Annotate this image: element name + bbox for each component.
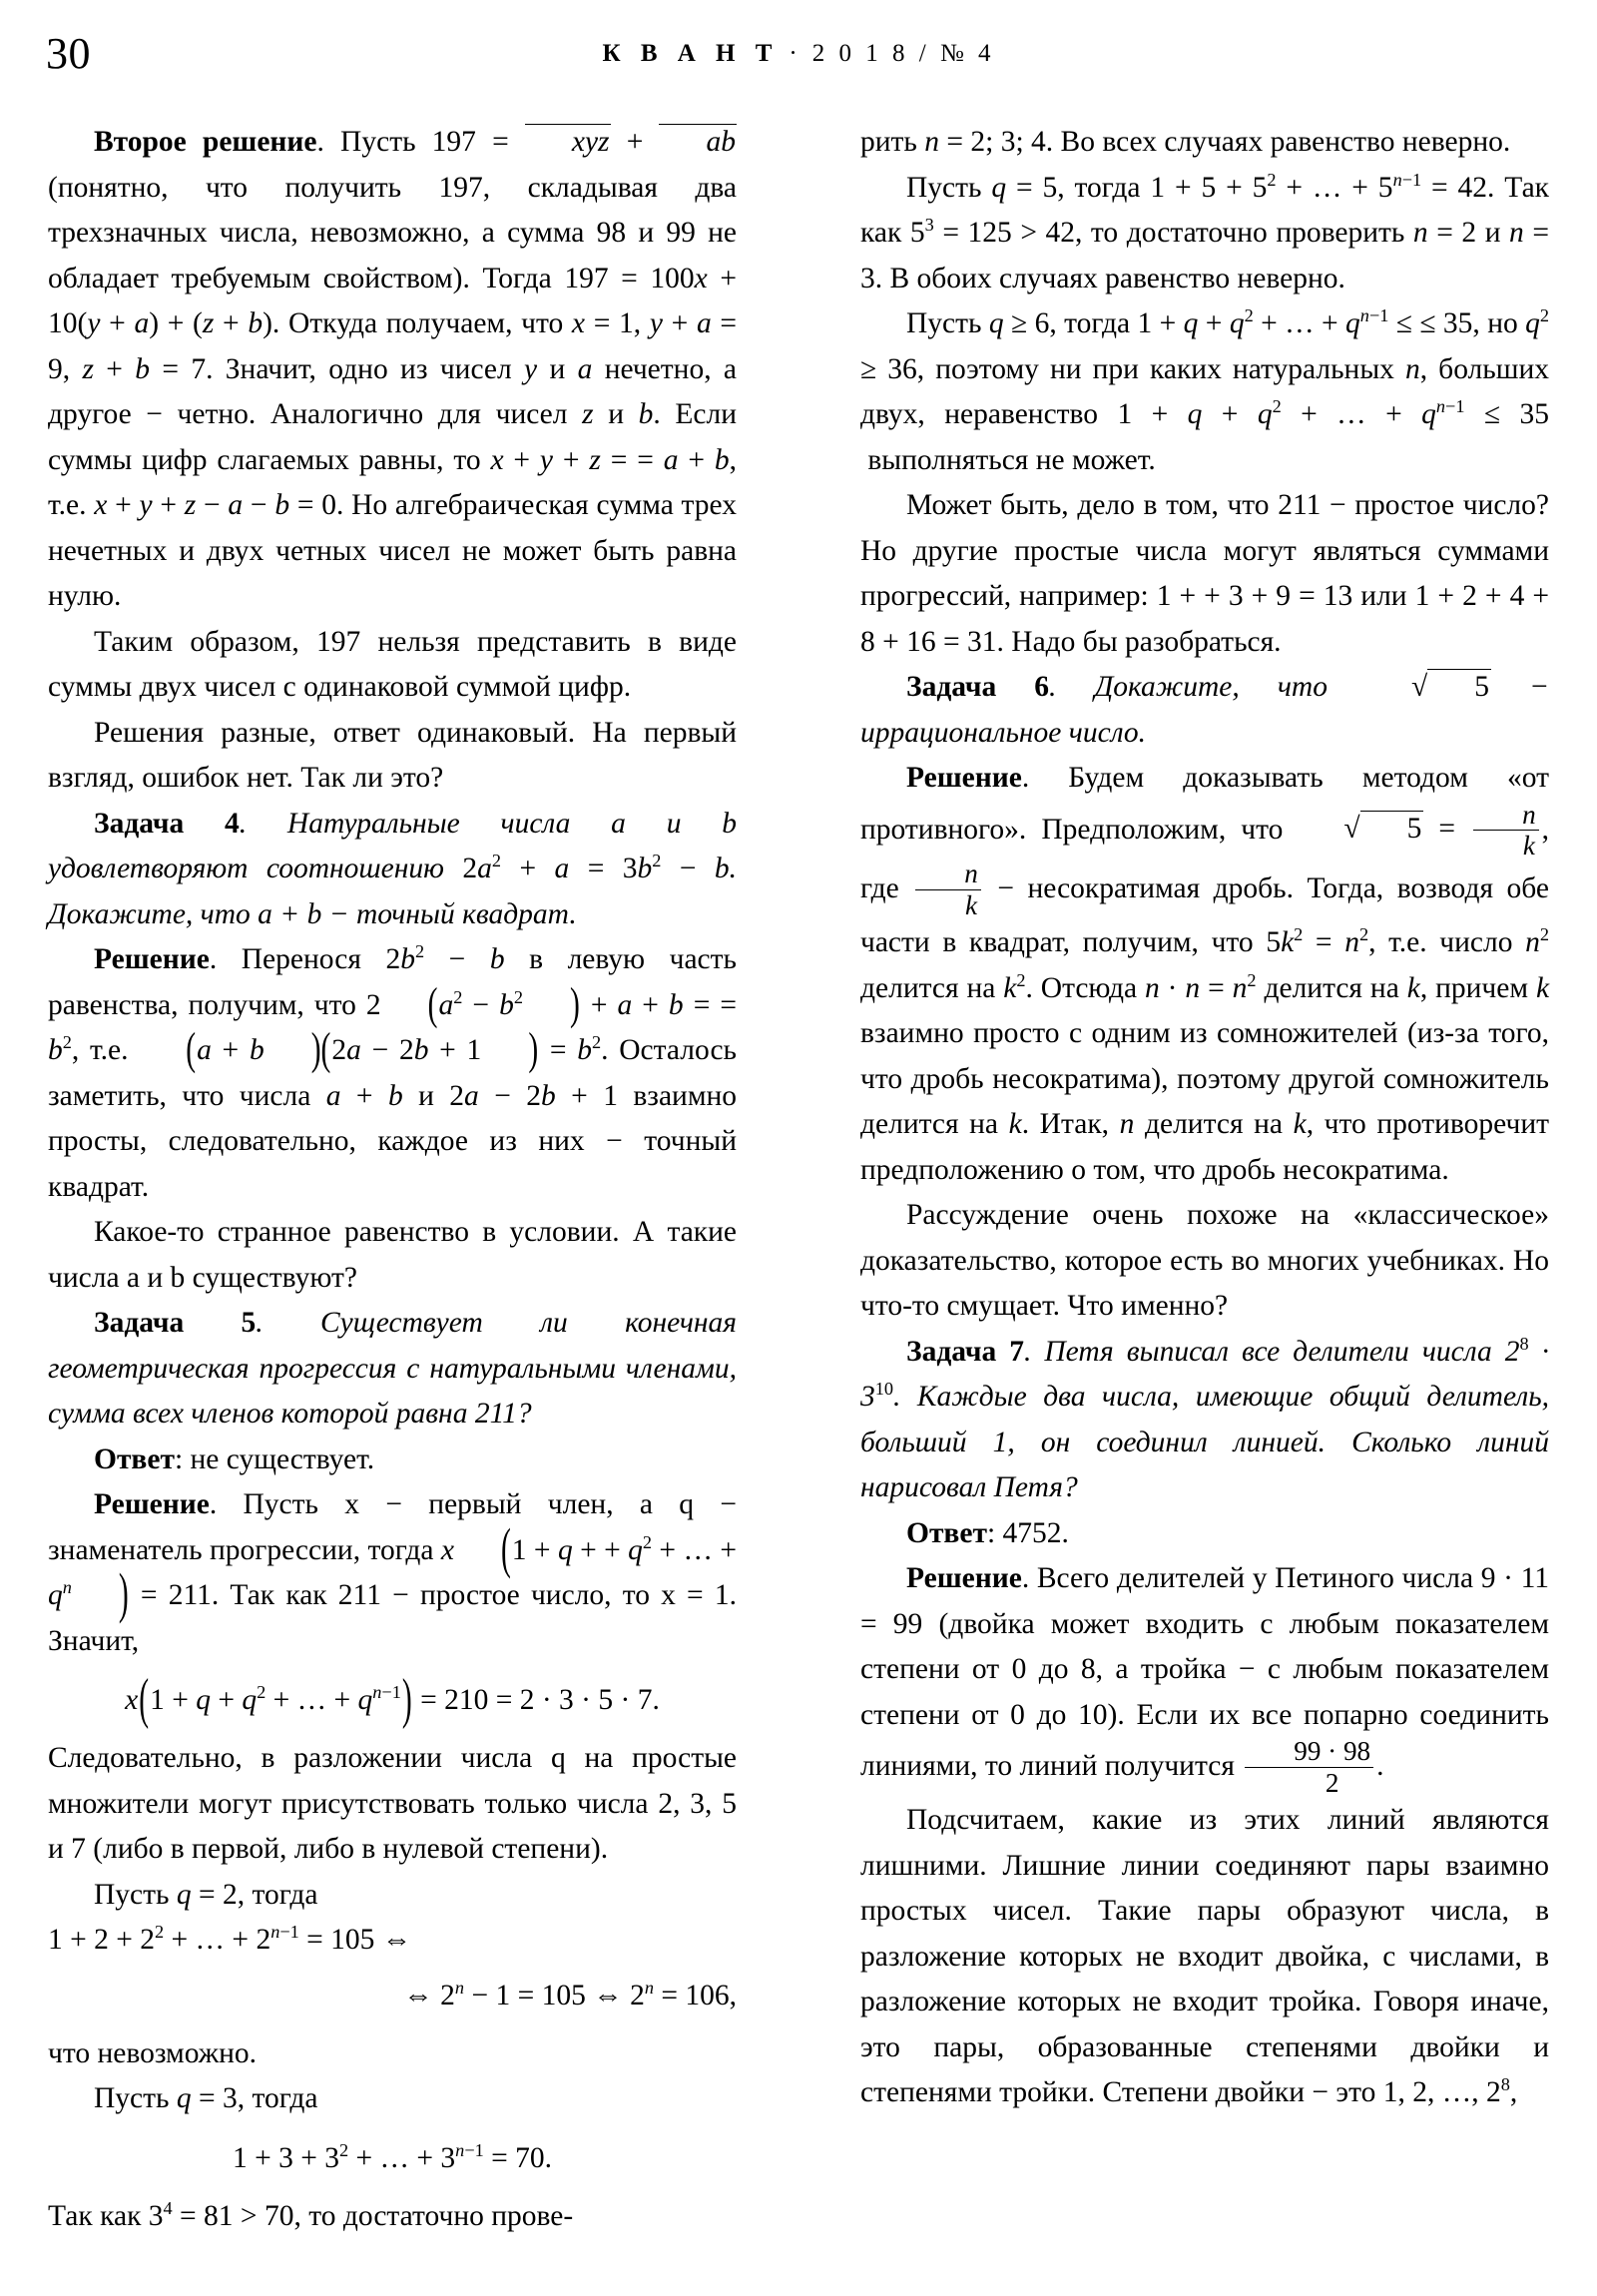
extra-lines-text: Подсчитаем, какие из этих линий являются лишними. Лишние линии соединяют пары взаимно простых чисел. Такие пары образуют числа, в разложение которых не входит двойка, с числами, в разложение которых не входит тройка. Говоря иначе, это пары, образованные степенями двойки и степенями тройки. Степени двойки − это 1, 2, …, $2^8$, [860, 1804, 1549, 2109]
second-solution-text-a: . Пусть 197 = [316, 126, 525, 158]
math-var-y: y [87, 307, 101, 339]
overline-ab: ab [659, 124, 737, 157]
math-var-k2: k [1535, 971, 1550, 1004]
paragraph-q2-lead [48, 1873, 737, 1919]
task6-solution-text-l: , что противоречит предположению о том, что дробь несократима. [860, 1108, 1550, 1186]
math-var-x: x [694, 262, 708, 294]
task4-formula-4: (a + b )(2a − 2b + 1 ) = $b^2$ [186, 1024, 602, 1075]
second-solution-text-t: + [678, 443, 715, 476]
second-solution-text-g: ). Откуда получаем, что [263, 307, 572, 339]
display-formula-70: $1 + 3 + 3^2$ + … + $3^{n-1} = 70$. [232, 2139, 553, 2174]
task5-solution-text-b: . Так как 211 − простое число, то x = 1. Значит, [48, 1579, 737, 1657]
paragraph-211-prime: Может быть, дело в том, что 211 − простое число? Но другие простые числа могут являться суммами прогрессий, например: 1 + + 3 + 9 = 13 или 1 + 2 + 4 + 8 + 16 = 31. Надо бы разобраться. [860, 489, 1549, 658]
task6-solution-text-f: . Отсюда [1025, 971, 1145, 1004]
second-solution-text-o: и [593, 398, 639, 430]
task5-statement: . Существует ли конечная геометрическая прогрессия с натуральными членами, сумма всех членов которой равна 211? [48, 1307, 737, 1430]
task6-label: Задача 6 [906, 671, 1050, 703]
second-solution-text-u: , т.е. [48, 443, 737, 521]
task6-solution-text-d: , т.е. число [1368, 926, 1526, 959]
second-solution-text-r: + [553, 443, 590, 476]
second-solution-text-v: + [107, 489, 140, 521]
task6-statement-a: . Докажите, что [1049, 671, 1366, 703]
math-var-z3: z [582, 398, 594, 430]
second-solution-text-i: + [662, 307, 697, 339]
math-var-b5: b [274, 489, 290, 521]
paragraph-prime-factors: Следовательно, в разложении числа q на простые множители могут присутствовать только числа 2, 3, 5 и 7 (либо в первой, либо в нулевой степени). [48, 1742, 737, 1865]
second-solution-lead: Второе решение [94, 126, 317, 158]
right-column [860, 120, 1549, 2116]
fraction-99x98-over-2: $\frac{99 \cdot 98}{2}$ [1245, 1737, 1373, 1797]
task7-answer-label: Ответ [906, 1516, 987, 1549]
task4-statement-a: . Натуральные числа a и b удовлетворяют соотношению [48, 807, 737, 884]
left-column [48, 120, 737, 2239]
journal-issue: 2 0 1 8 / № 4 [811, 40, 995, 67]
paragraph-task4-solution [48, 937, 737, 1210]
overline-xyz: xyz [525, 124, 611, 157]
task6-solution-text-c: − несократимая дробь. Тогда, возводя обе части в квадрат, получим, что [860, 872, 1550, 959]
math-var-y3: y [524, 352, 538, 385]
second-solution-text-p: . Если суммы цифр слагаемых равны, то [48, 398, 738, 476]
math-var-z: z [202, 307, 215, 339]
task7-solution-label: Решение [906, 1562, 1022, 1595]
math-var-b: b [248, 307, 264, 339]
paragraph-strange-equality [48, 1210, 737, 1301]
paragraph-different-solutions: Решения разные, ответ одинаковый. На первый взгляд, ошибок нет. Так ли это? [48, 716, 737, 794]
paragraph-task5-last [48, 2194, 737, 2240]
task6-solution-text-g: делится на [1256, 971, 1407, 1004]
second-solution-text-d: + [100, 307, 135, 339]
paragraph-rit-n234 [860, 120, 1549, 166]
task6-formula-sqrt-eq: √ 5 = $\frac{n}{k}$ [1298, 813, 1541, 845]
paragraph-classic-proof: Рассуждение очень похоже на «классическое» доказательство, которое есть во многих учебниках. Но что-то смущает. Что именно? [860, 1199, 1549, 1323]
task5-solution-label: Решение [94, 1488, 210, 1520]
task6-solution-label: Решение [906, 762, 1022, 794]
task7-statement-b: . Каждые два числа, имеющие общий делитель, больший 1, он соединил линией. Сколько линий нарисовал Петя? [860, 1381, 1549, 1504]
task6-solution-text-a: . Будем доказывать методом «от противного». Предположим, что [860, 762, 1549, 846]
task4-solution-text-e: и [402, 1079, 450, 1112]
task7-formula-divisors: $2^8 \cdot 3^{10}$ [860, 1334, 1550, 1414]
second-solution-text-q: + [503, 443, 540, 476]
q3-lead-text: Пусть q = 3, тогда [94, 2082, 318, 2114]
task5-answer-text: : не существует. [174, 1442, 375, 1475]
task4-solution-text-d: . Осталось заметить, что числа [48, 1034, 738, 1112]
second-solution-text-w: + [152, 489, 185, 521]
display-formula-106: ⇔ $2^n - 1 = 105$ ⇔ $2^n = 106$, [403, 1977, 737, 2011]
second-solution-text-y2: − [243, 489, 275, 521]
task4-solution-text-f: взаимно просты, следовательно, каждое из них − точный квадрат. [48, 1079, 738, 1203]
math-var-x4: x [94, 489, 108, 521]
task7-solution-text-b: (двойка может входить с любым показателем степени от 0 до 8, а тройка − с любым показателем степени от 0 до 10). Если их все попарно соединить линиями, то линий получится [860, 1607, 1549, 1783]
math-var-a: a [134, 307, 150, 339]
paragraph-task7-answer [860, 1511, 1549, 1557]
math-var-a5: a [228, 489, 244, 521]
task4-label: Задача 4 [94, 807, 240, 840]
task7-solution-text-c: . [1376, 1750, 1384, 1783]
task6-solution-text-h: , причем [1419, 971, 1536, 1004]
task4-formula-6: 2a − 2b + 1 [449, 1079, 618, 1112]
header-separator: · [789, 40, 802, 67]
paragraph-conclusion-197: Таким образом, 197 нельзя представить в виде суммы двух чисел с одинаковой суммой цифр. [48, 625, 737, 703]
math-var-y4: y [539, 443, 553, 476]
task7-formula-99: 9 · 11 = 99 [860, 1562, 1550, 1640]
second-solution-text-b: (понятно, что получить 197, складывая два трехзначных числа, невозможно, а сумма 98 и 99 не обладает требуемым свойством). Тогда 197 = 100 [48, 171, 737, 294]
task6-formula-nn: $n \cdot n = n^2$ [1145, 970, 1257, 1004]
second-solution-text-x2: − [196, 489, 229, 521]
paragraph-task5-statement [48, 1301, 737, 1437]
task7-label: Задача 7 [906, 1335, 1024, 1368]
paragraph-task7-statement [860, 1330, 1549, 1511]
paragraph-task6-statement [860, 665, 1549, 756]
paragraph-task7-solution [860, 1556, 1549, 1798]
math-var-a2: a [696, 307, 712, 339]
second-solution-text-h: = 1, [585, 307, 650, 339]
paragraph-task5-solution [48, 1482, 737, 1664]
task6-solution-text-b: , где [860, 813, 1549, 905]
paragraph-second-solution [48, 120, 737, 620]
task6-solution-text-e: делится на [860, 971, 1004, 1004]
math-var-a3: a [577, 352, 593, 385]
math-var-b2: b [135, 352, 151, 385]
task6-solution-text-k: делится на [1134, 1108, 1294, 1141]
task6-formula-n2: $n^2$ [1525, 924, 1549, 959]
task7-answer-text: : 4752. [986, 1516, 1069, 1549]
second-solution-text-f: + [214, 307, 249, 339]
strange-equality-text: Какое-то странное равенство в условии. А такие числа a и b существуют? [48, 1216, 737, 1294]
math-var-b3: b [638, 398, 654, 430]
task5-formula-1: x (1 + q + + $q^2$ + … + $q^n$ ) = 211 [48, 1518, 737, 1625]
paragraph-q3-lead [48, 2076, 737, 2122]
math-var-z5: z [184, 489, 197, 521]
task4-formula-2: $2b^2 - b$ [385, 941, 505, 975]
display-formula-105: $1 + 2 + 2^2$ + … + $2^{n-1} = 105$ ⇔ [48, 1922, 412, 1956]
task5-answer-label: Ответ [94, 1442, 175, 1475]
paragraph-task6-solution [860, 756, 1549, 1193]
running-head [0, 29, 1597, 80]
paragraph-task5-answer [48, 1437, 737, 1483]
second-solution-text-m: и [537, 352, 578, 385]
math-var-x2: x [571, 307, 586, 339]
second-solution-text-l: = 7. Значит, одно из чисел [150, 352, 525, 385]
second-solution-text-n: нечетно, а другое − четно. Аналогично для чисел [48, 352, 738, 430]
math-var-k1: k [1406, 971, 1420, 1004]
second-solution-text-e: ) + ( [149, 307, 203, 339]
sqrt-5-icon: √ 5 [1411, 671, 1489, 703]
second-solution-text-c: + 10( [48, 262, 737, 339]
math-var-x3: x [490, 443, 504, 476]
math-var-b4: b [714, 443, 730, 476]
rit-text: рить n = 2; 3; 4. Во всех случаях равенство неверно. [860, 126, 1511, 158]
journal-header-line [0, 40, 1597, 68]
task4-solution-text-b: в левую часть равенства, получим, что [48, 943, 737, 1021]
task5-label: Задача 5 [94, 1307, 257, 1339]
task4-solution-label: Решение [94, 943, 210, 975]
math-var-a4: a [663, 443, 679, 476]
task6-formula-k2: $k^2$ [1003, 970, 1026, 1004]
fraction-n-over-k: $\frac{n}{k}$ [915, 860, 981, 919]
display-formula-210: $x(1 + q + q^2$ + … + $q^{n-1}) = 210 = 2 \cdot 3 \cdot 5 \cdot 7$. [125, 1669, 660, 1731]
math-var-n1: n [1119, 1108, 1135, 1141]
task4-statement-b: . Докажите, что a + b − точный квадрат. [48, 853, 738, 930]
task7-solution-text-a: . Всего делителей у Петиного числа [1021, 1562, 1481, 1595]
q5-text: Пусть q = 5, тогда $1 + 5 + 5^2$ + … + $5^{n-1} = 42$. Так как $5^3 = 125 > 42$, то достаточно проверить n = 2 и n = 3. В обоих случаях равенство неверно. [860, 169, 1549, 294]
paragraph-task4-statement [48, 802, 737, 938]
math-var-z4: z [589, 443, 601, 476]
second-solution-text-j: = 9, [48, 307, 738, 385]
second-solution-text-z2: = 0. Но алгебраическая сумма трех нечетных и двух четных чисел не может быть равна нулю. [48, 489, 738, 612]
task6-statement-b: − иррациональное число. [860, 671, 1549, 749]
paragraph-extra-lines [860, 1798, 1549, 2116]
journal-title: К В А Н Т [602, 40, 780, 67]
task4-solution-text-c: , т.е. [71, 1034, 140, 1066]
math-var-z2: z [82, 352, 94, 385]
math-var-k4: k [1293, 1108, 1307, 1141]
q2-lead-text: Пусть q = 2, тогда [94, 1878, 318, 1911]
paragraph-q6-case [860, 301, 1549, 483]
task5-solution-text-a: . Пусть x − первый член, а q − знаменатель прогрессии, тогда [48, 1488, 737, 1566]
task6-solution-text-i: взаимно просто с одним из сомножителей (из-за того, что дробь несократима), поэтому другой сомножитель делится на [860, 1017, 1549, 1141]
task7-statement-a: . Петя выписал все делители числа [1023, 1335, 1505, 1368]
page-number: 30 [46, 29, 91, 78]
plus-sign: + [610, 126, 660, 158]
body-columns [0, 120, 1597, 2296]
task4-formula-1: $2a^2 + a = 3b^2 - b$ [462, 851, 730, 884]
q6-text: Пусть q ≥ 6, тогда $1 + q + q^2$ + … + $q^{n-1}$ ≤ ≤ 35, но $q^2 \ge 36$, поэтому ни при каких натуральных n, больших двух, неравенство $1 + q + q^2$ + … + $q^{n-1} \le 35$ выполняться не может. [860, 305, 1550, 476]
math-var-k3: k [1008, 1108, 1022, 1141]
paragraph-q5-case [860, 166, 1549, 302]
paragraph-impossible: что невозможно. [48, 2036, 258, 2069]
task5-last-text: Так как $3^4 = 81 > 70$, то достаточно прове- [48, 2197, 574, 2232]
math-var-y2: y [649, 307, 663, 339]
task4-formula-5: a + b [325, 1079, 403, 1112]
task6-solution-text-j: . Итак, [1021, 1108, 1120, 1141]
second-solution-text-k: + [93, 352, 136, 385]
task4-solution-text-a: . Перенося [209, 943, 386, 975]
math-var-y5: y [139, 489, 153, 521]
second-solution-text-s: = = [600, 443, 664, 476]
task4-formula-3: 2 ($a^2 - b^2$ ) + a + b = = $b^2$ [48, 979, 737, 1066]
task6-formula-5k2: $5k^2 = n^2$ [1266, 924, 1369, 959]
